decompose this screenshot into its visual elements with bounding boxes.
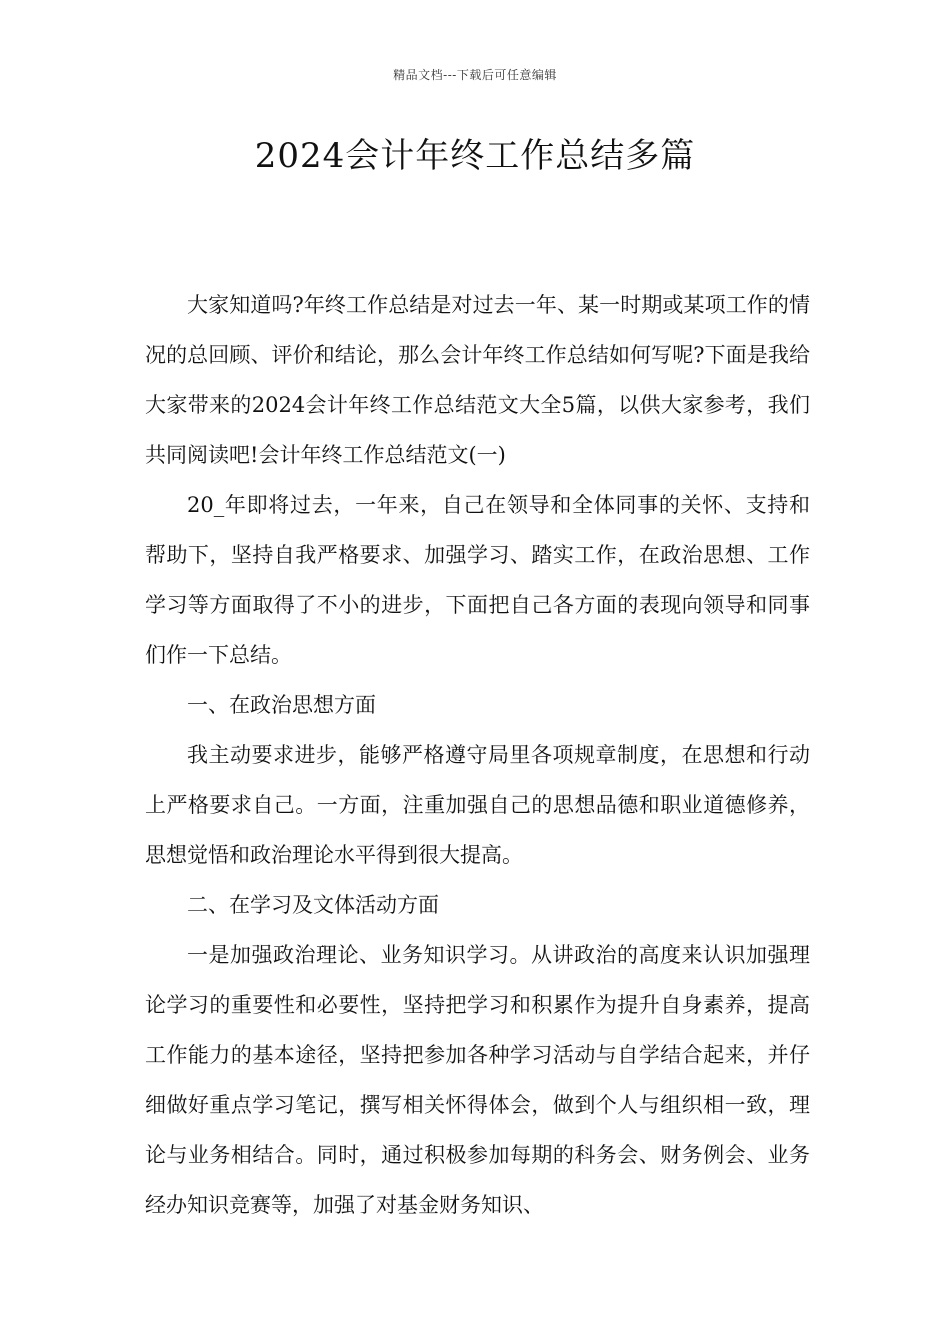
document-body [145,280,810,1230]
section-heading-study: 二、在学习及文体活动方面 [187,893,439,917]
paragraph-study: 一是加强政治理论、业务知识学习。从讲政治的高度来认识加强理论学习的重要性和必要性，坚持把学习和积累作为提升自身素养，提高工作能力的基本途径，坚持把参加各种学习活动与自学结合起来，并仔细做好重点学习笔记，撰写相关怀得体会，做到个人与组织相一致，理论与业务相结合。同时，通过积极参加每期的科务会、财务例会、业务经办知识竞赛等，加强了对基金财务知识、 [145,943,810,1217]
paragraph-intro: 大家知道吗?年终工作总结是对过去一年、某一时期或某项工作的情况的总回顾、评价和结论，那么会计年终工作总结如何写呢?下面是我给大家带来的2024会计年终工作总结范文大全5篇，以供大家参考，我们共同阅读吧!会计年终工作总结范文(一) [145,293,810,467]
document-title: 2024会计年终工作总结多篇 [254,136,696,176]
paragraph-overview: 20_年即将过去，一年来，自己在领导和全体同事的关怀、支持和帮助下，坚持自我严格要求、加强学习、踏实工作，在政治思想、工作学习等方面取得了不小的进步，下面把自己各方面的表现向领导和同事们作一下总结。 [145,493,810,667]
paragraph-political: 我主动要求进步，能够严格遵守局里各项规章制度，在思想和行动上严格要求自己。一方面，注重加强自己的思想品德和职业道德修养，思想觉悟和政治理论水平得到很大提高。 [145,743,810,867]
header-note: 精品文档---下载后可任意编辑 [393,68,557,82]
section-heading-political: 一、在政治思想方面 [187,693,376,717]
